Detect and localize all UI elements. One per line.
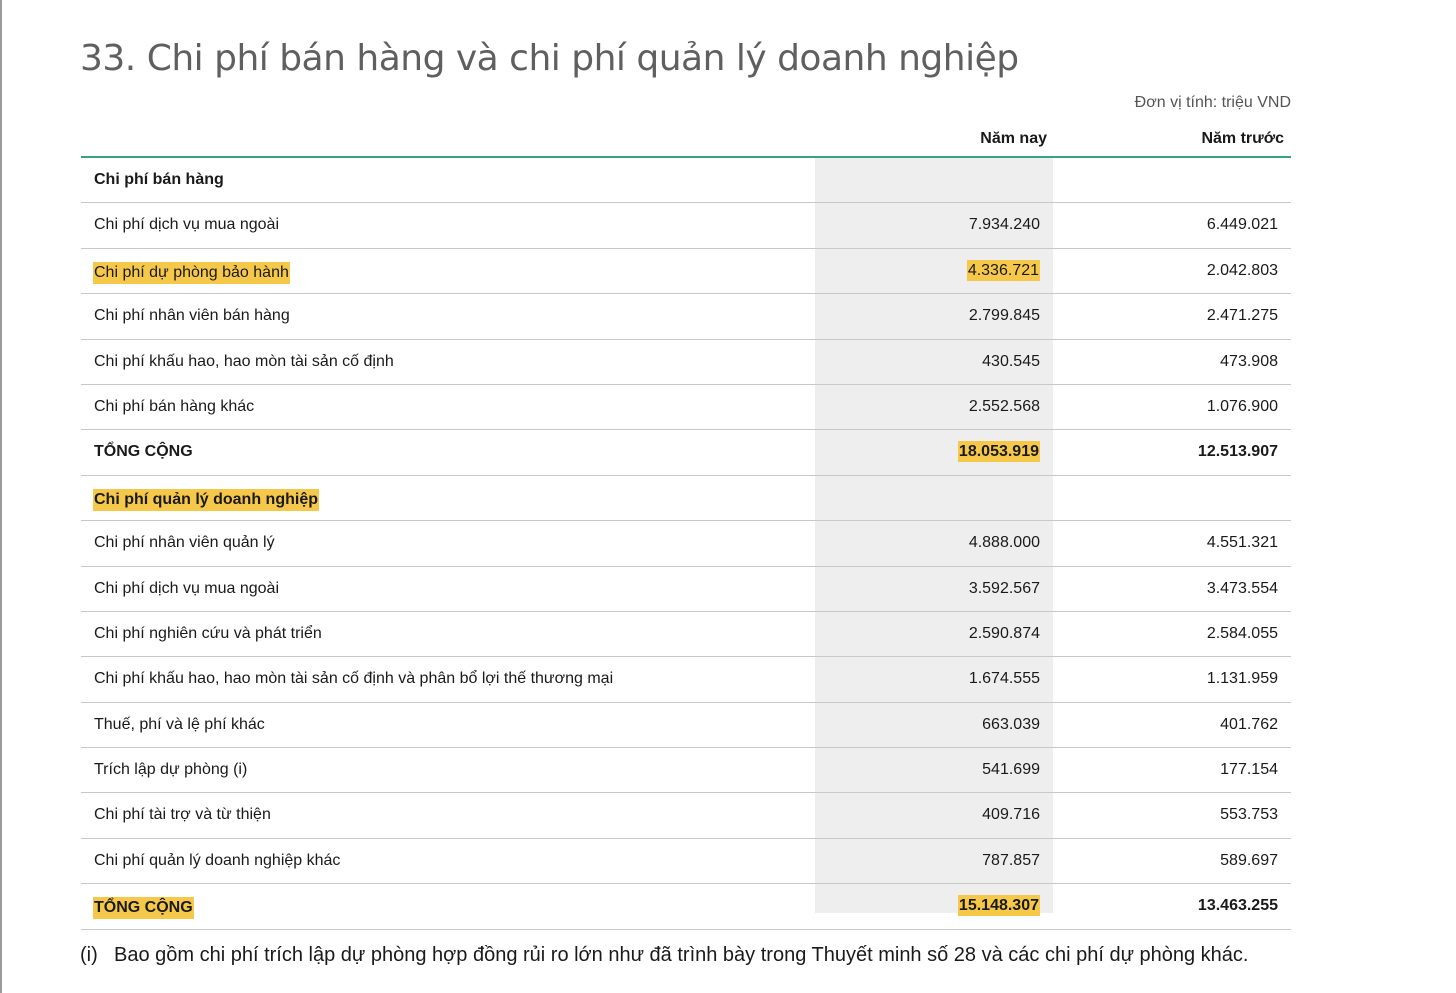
row-label: Chi phí nhân viên bán hàng — [94, 307, 290, 325]
row-previous-value: 589.697 — [1220, 851, 1278, 869]
row-current-value — [815, 262, 1040, 280]
table-row — [81, 567, 1291, 612]
section-header-selling-expenses — [81, 158, 1291, 203]
page-edge-rule — [0, 0, 2, 993]
table-row — [81, 793, 1291, 838]
table-row — [81, 385, 1291, 430]
row-current-value: 2.799.845 — [968, 307, 1040, 325]
table-row — [81, 294, 1291, 339]
footnote — [80, 944, 1248, 967]
row-label-highlighted: Chi phí quản lý doanh nghiệp — [93, 489, 319, 511]
unit-label: Đơn vị tính: triệu VND — [1134, 94, 1291, 111]
total-row-selling — [81, 430, 1291, 475]
row-label: Chi phí bán hàng — [94, 171, 224, 188]
row-label: Chi phí quản lý doanh nghiệp khác — [94, 851, 341, 869]
row-current-value: 409.716 — [982, 806, 1040, 824]
row-current-value — [815, 897, 1040, 915]
footnote-text: Bao gồm chi phí trích lập dự phòng hợp đồng rủi ro lớn như đã trình bày trong Thuyết minh số 28 và các chi phí dự phòng khác. — [114, 944, 1249, 966]
row-label: Chi phí khấu hao, hao mòn tài sản cố định và phân bổ lợi thế thương mại — [94, 670, 614, 688]
row-previous-value: 3.473.554 — [1206, 579, 1278, 597]
table-row — [81, 703, 1291, 748]
section-header-admin-expenses — [81, 476, 1291, 521]
row-current-value: 541.699 — [982, 761, 1040, 779]
table-row — [81, 748, 1291, 793]
table-row — [81, 249, 1291, 294]
row-previous-value: 4.551.321 — [1206, 534, 1278, 552]
row-previous-value: 2.584.055 — [1206, 624, 1278, 642]
row-current-value: 2.590.874 — [968, 624, 1040, 642]
highlighted-value: 18.053.919 — [958, 443, 1039, 461]
row-current-value: 7.934.240 — [968, 216, 1040, 234]
table-header-row — [81, 118, 1291, 158]
row-current-value: 2.552.568 — [968, 397, 1040, 415]
header-previous-year: Năm trước — [1201, 130, 1284, 147]
row-label: Chi phí dịch vụ mua ngoài — [94, 579, 279, 597]
row-label: TỔNG CỘNG — [94, 443, 193, 461]
row-previous-value: 473.908 — [1220, 352, 1278, 370]
table-row — [81, 612, 1291, 657]
row-current-value: 3.592.567 — [968, 579, 1040, 597]
expense-table — [81, 118, 1291, 930]
row-previous-value: 401.762 — [1220, 715, 1278, 733]
row-previous-value: 2.042.803 — [1206, 261, 1278, 279]
row-label: Chi phí nghiên cứu và phát triển — [94, 624, 322, 642]
row-label: Thuế, phí và lệ phí khác — [94, 715, 265, 733]
row-previous-value: 13.463.255 — [1197, 897, 1278, 915]
footnote-marker: (i) — [80, 944, 98, 966]
row-previous-value: 1.076.900 — [1206, 397, 1278, 415]
row-current-value: 4.888.000 — [968, 534, 1040, 552]
row-previous-value: 177.154 — [1220, 761, 1278, 779]
row-label: Chi phí tài trợ và từ thiện — [94, 806, 271, 824]
section-title: 33. Chi phí bán hàng và chi phí quản lý doanh nghiệp — [80, 38, 1019, 79]
table-row — [81, 203, 1291, 248]
row-previous-value: 2.471.275 — [1206, 307, 1278, 325]
row-label: Chi phí nhân viên quản lý — [94, 534, 275, 552]
row-current-value: 1.674.555 — [968, 670, 1040, 688]
highlighted-value: 4.336.721 — [967, 261, 1039, 279]
table-row — [81, 839, 1291, 884]
row-previous-value: 553.753 — [1220, 806, 1278, 824]
row-current-value: 787.857 — [982, 851, 1040, 869]
row-label: Chi phí dịch vụ mua ngoài — [94, 216, 279, 234]
row-label-highlighted: Chi phí dự phòng bảo hành — [93, 262, 290, 284]
row-current-value: 663.039 — [982, 715, 1040, 733]
row-previous-value: 12.513.907 — [1197, 443, 1278, 461]
highlighted-value: 15.148.307 — [958, 897, 1039, 915]
row-current-value — [815, 443, 1040, 461]
row-label: Chi phí khấu hao, hao mòn tài sản cố định — [94, 352, 394, 370]
header-current-year: Năm nay — [980, 130, 1047, 147]
row-label: Chi phí bán hàng khác — [94, 397, 255, 415]
table-row — [81, 521, 1291, 566]
row-label: Trích lập dự phòng (i) — [94, 761, 248, 779]
row-label-highlighted: TỔNG CỘNG — [93, 897, 194, 919]
table-row — [81, 340, 1291, 385]
total-row-admin — [81, 884, 1291, 929]
table-row — [81, 657, 1291, 702]
row-previous-value: 6.449.021 — [1206, 216, 1278, 234]
row-current-value: 430.545 — [982, 352, 1040, 370]
row-previous-value: 1.131.959 — [1206, 670, 1278, 688]
